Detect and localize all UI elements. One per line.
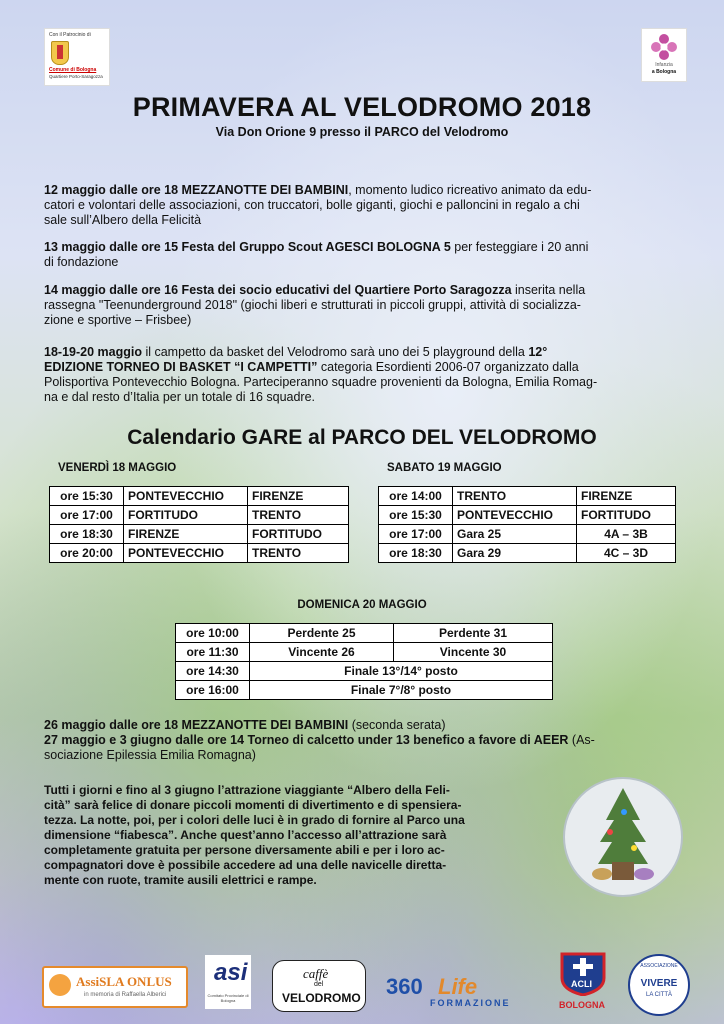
- final-cell: Finale 7°/8° posto: [250, 681, 553, 700]
- event-date: 27 maggio e 3 giugno dalle ore 14 Torneo di calcetto under 13 benefico a favore di AEER: [44, 733, 569, 747]
- event-text: (seconda serata): [348, 718, 446, 732]
- event-text: sociazione Epilessia Emilia Romagna): [44, 748, 256, 762]
- event-text: rassegna "Teenunderground 2018" (giochi liberi e strutturati in piccoli gruppi, attività di socializza-: [44, 298, 581, 312]
- team-cell: Gara 25: [453, 525, 577, 544]
- assisla-logo: [42, 966, 188, 1008]
- acli-shield-icon: [558, 950, 608, 996]
- team-cell: FORTITUDO: [577, 506, 676, 525]
- event-text: categoria Esordienti 2006-07 organizzato dalla: [317, 360, 579, 374]
- albero-felicita-illustration: [562, 776, 684, 898]
- table-row: [50, 487, 349, 506]
- time-cell: ore 10:00: [176, 624, 250, 643]
- page-title: PRIMAVERA AL VELODROMO 2018: [132, 92, 592, 122]
- event-text: Polisportiva Pontevecchio Bologna. Parteciperanno squadre provenienti da Bologna, Emilia Romag-: [44, 375, 598, 389]
- saturday-label: SABATO 19 MAGGIO: [387, 462, 502, 474]
- flower-icon: [650, 33, 678, 61]
- asi-name: asi: [214, 959, 248, 986]
- caffe-velodromo-logo: [272, 960, 366, 1012]
- caffe-del: del: [314, 981, 324, 988]
- patron-district: Quartiere Porto-Saragozza: [49, 74, 103, 79]
- late-events: [44, 718, 684, 763]
- table-row: [379, 487, 676, 506]
- event-13-maggio: [44, 240, 684, 270]
- table-row: [176, 643, 553, 662]
- time-cell: ore 15:30: [50, 487, 124, 506]
- team-cell: FIRENZE: [124, 525, 248, 544]
- event-date: 13 maggio dalle ore 15 Festa del Gruppo Scout AGESCI BOLOGNA 5: [44, 240, 451, 254]
- assisla-subtitle: in memoria di Raffaella Alberici: [84, 992, 167, 998]
- team-cell: Perdente 25: [250, 624, 394, 643]
- event-edition: 12°: [528, 345, 548, 359]
- event-text: (As-: [568, 733, 595, 747]
- life-formazione: FORMAZIONE: [430, 998, 511, 1008]
- event-date: 26 maggio dalle ore 18 MEZZANOTTE DEI BAMBINI: [44, 718, 349, 732]
- calendar-title: Calendario GARE al PARCO DEL VELODROMO: [127, 426, 597, 449]
- team-cell: PONTEVECCHIO: [453, 506, 577, 525]
- table-row: [50, 525, 349, 544]
- acli-name: ACLI: [571, 979, 592, 989]
- table-row: [50, 544, 349, 563]
- event-text: di fondazione: [44, 255, 119, 269]
- vivere-association: ASSOCIAZIONE: [640, 963, 678, 969]
- table-row: [50, 506, 349, 525]
- patron-caption: Con il Patrocinio di: [49, 32, 91, 38]
- asi-subtitle: Comitato Provinciale di Bologna: [207, 993, 249, 1003]
- table-row: [379, 506, 676, 525]
- team-cell: Vincente 26: [250, 643, 394, 662]
- saturday-table: [378, 486, 676, 563]
- table-row: [176, 624, 553, 643]
- team-cell: FORTITUDO: [248, 525, 349, 544]
- vivere-subtitle: LA CITTÀ: [645, 992, 672, 998]
- event-tournament: EDIZIONE TORNEO DI BASKET “I CAMPETTI”: [44, 360, 318, 374]
- tree-attraction-text: [44, 783, 556, 888]
- team-cell: PONTEVECCHIO: [124, 487, 248, 506]
- sunday-table: [175, 623, 553, 700]
- tree-text-line: dimensione “fiabesca”. Anche quest’anno l’accesso all’attrazione sarà: [44, 828, 447, 842]
- acli-city: BOLOGNA: [559, 1000, 605, 1010]
- event-basket: [44, 345, 684, 405]
- team-cell: FIRENZE: [577, 487, 676, 506]
- friday-label: VENERDÌ 18 MAGGIO: [58, 462, 177, 474]
- patron-logo: [44, 28, 110, 86]
- time-cell: ore 16:00: [176, 681, 250, 700]
- team-cell: FORTITUDO: [124, 506, 248, 525]
- event-text: na e dal resto d’Italia per un totale di 16 squadre.: [44, 390, 316, 404]
- bologna-crest-icon: [51, 41, 69, 65]
- event-text: per festeggiare i 20 anni: [450, 240, 589, 254]
- tree-text-line: tezza. La notte, poi, per i colori delle luci è in grado di fornire al Parco una: [44, 813, 465, 827]
- 360-life-logo: [386, 974, 536, 1010]
- event-text: sale sull’Albero della Felicità: [44, 213, 202, 227]
- life-number: 360: [386, 974, 423, 999]
- team-cell: Gara 29: [453, 544, 577, 563]
- final-cell: Finale 13°/14° posto: [250, 662, 553, 681]
- event-text: inserita nella: [511, 283, 586, 297]
- table-row: [379, 525, 676, 544]
- table-row: [176, 662, 553, 681]
- friday-table: [49, 486, 349, 563]
- time-cell: ore 11:30: [176, 643, 250, 662]
- asi-logo: [205, 955, 251, 1009]
- team-cell: TRENTO: [248, 506, 349, 525]
- event-14-maggio: [44, 283, 684, 328]
- table-row: [176, 681, 553, 700]
- infanzia-line2: a Bologna: [651, 69, 677, 75]
- event-date: 18-19-20 maggio: [44, 345, 142, 359]
- life-word: Life: [438, 974, 478, 999]
- tree-text-line: mente con ruote, tramite ausili elettrici e rampe.: [44, 873, 317, 887]
- tree-text-line: cità” sarà felice di donare piccoli momenti di divertimento e di spensiera-: [44, 798, 462, 812]
- table-row: [379, 544, 676, 563]
- sunday-label: DOMENICA 20 MAGGIO: [297, 599, 427, 611]
- team-cell: Perdente 31: [394, 624, 553, 643]
- event-text: catori e volontari delle associazioni, con truccatori, bolle giganti, giochi e palloncini in regalo a chi: [44, 198, 580, 212]
- event-text: zione e sportive – Frisbee): [44, 313, 192, 327]
- vivere-name: VIVERE: [640, 978, 678, 989]
- event-date: 14 maggio dalle ore 16 Festa dei socio educativi del Quartiere Porto Saragozza: [44, 283, 512, 297]
- acli-logo: [558, 950, 608, 1014]
- time-cell: ore 20:00: [50, 544, 124, 563]
- team-cell: PONTEVECCHIO: [124, 544, 248, 563]
- time-cell: ore 14:00: [379, 487, 453, 506]
- time-cell: ore 17:00: [379, 525, 453, 544]
- vivere-la-citta-logo: [628, 954, 690, 1016]
- caffe-word: caffè: [303, 966, 329, 981]
- event-12-maggio: [44, 183, 684, 228]
- team-cell: 4A – 3B: [577, 525, 676, 544]
- team-cell: FIRENZE: [248, 487, 349, 506]
- event-text: , momento ludico ricreativo animato da edu-: [348, 183, 592, 197]
- infanzia-logo: [641, 28, 687, 82]
- time-cell: ore 18:30: [50, 525, 124, 544]
- team-cell: Vincente 30: [394, 643, 553, 662]
- infanzia-line1: Infanzia: [655, 62, 673, 68]
- ribbon-icon: [49, 974, 71, 996]
- time-cell: ore 17:00: [50, 506, 124, 525]
- assisla-name: AssiSLA ONLUS: [76, 974, 172, 989]
- time-cell: ore 14:30: [176, 662, 250, 681]
- tree-text-line: Tutti i giorni e fino al 3 giugno l’attrazione viaggiante “Albero della Feli-: [44, 783, 450, 797]
- team-cell: 4C – 3D: [577, 544, 676, 563]
- page-subtitle: Via Don Orione 9 presso il PARCO del Velodromo: [215, 125, 509, 139]
- event-text: il campetto da basket del Velodromo sarà uno dei 5 playground della: [141, 345, 529, 359]
- time-cell: ore 18:30: [379, 544, 453, 563]
- time-cell: ore 15:30: [379, 506, 453, 525]
- tree-text-line: completamente gratuita per persone diversamente abili e per i loro ac-: [44, 843, 445, 857]
- team-cell: TRENTO: [248, 544, 349, 563]
- team-cell: TRENTO: [453, 487, 577, 506]
- caffe-velodromo: VELODROMO: [282, 991, 361, 1005]
- event-date: 12 maggio dalle ore 18 MEZZANOTTE DEI BAMBINI: [44, 183, 349, 197]
- tree-text-line: compagnatori dove è possibile accedere ad una delle navicelle diretta-: [44, 858, 447, 872]
- patron-name: Comune di Bologna: [49, 67, 97, 73]
